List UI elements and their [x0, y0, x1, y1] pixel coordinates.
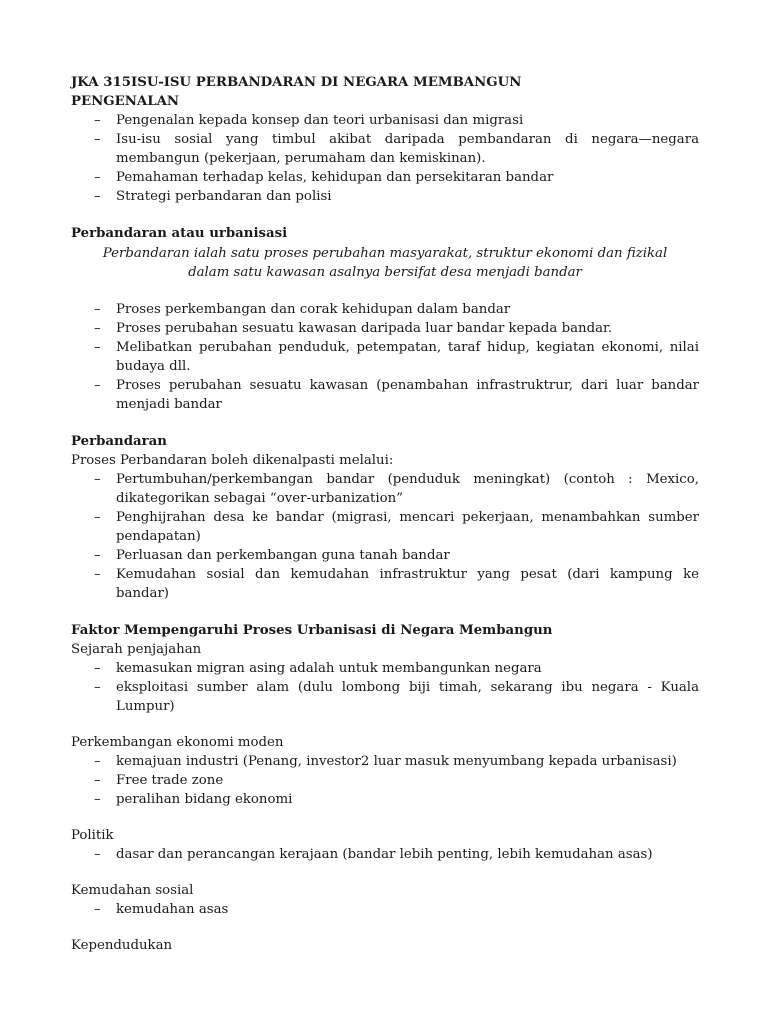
list-item: – Pertumbuhan/perkembangan bandar (penduduk meningkat) (contoh : Mexico, dikategorikan sebagai “over-urbanization”: [71, 470, 699, 508]
heading-perbandaran: Perbandaran: [71, 434, 167, 449]
list-item: – eksploitasi sumber alam (dulu lombong biji timah, sekarang ibu negara - Kuala Lumpur): [71, 678, 699, 716]
list-item: – Isu-isu sosial yang timbul akibat daripada pembandaran di negara—negara membangun (pekerjaan, perumaham dan kemiskinan).: [71, 130, 699, 168]
faktor-group-label: Kemudahan sosial: [71, 883, 194, 898]
perbandaran-intro: Proses Perbandaran boleh dikenalpasti melalui:: [71, 453, 394, 468]
list-item: – Kemudahan sosial dan kemudahan infrastruktur yang pesat (dari kampung ke bandar): [71, 565, 699, 603]
document-page: [71, 73, 699, 955]
list-item: – Pengenalan kepada konsep dan teori urbanisasi dan migrasi: [71, 111, 699, 130]
faktor-group-label: Politik: [71, 828, 114, 843]
list-item: – kemasukan migran asing adalah untuk membangunkan negara: [71, 659, 699, 678]
list-item: – kemajuan industri (Penang, investor2 luar masuk menyumbang kepada urbanisasi): [71, 752, 699, 771]
list-item: – Proses perubahan sesuatu kawasan (penambahan infrastruktrur, dari luar bandar menjadi bandar: [71, 376, 699, 414]
heading-faktor: Faktor Mempengaruhi Proses Urbanisasi di Negara Membangun: [71, 623, 553, 638]
heading-pengenalan: PENGENALAN: [71, 94, 180, 109]
list-item: – Free trade zone: [71, 771, 699, 790]
list-item: – kemudahan asas: [71, 900, 699, 919]
list-pengenalan: [71, 111, 699, 206]
definition-quote: Perbandaran ialah satu proses perubahan masyarakat, struktur ekonomi dan fizikal dalam satu kawasan asalnya bersifat desa menjadi bandar: [102, 246, 668, 280]
list-item: – peralihan bidang ekonomi: [71, 790, 699, 809]
faktor-group-label: Sejarah penjajahan: [71, 642, 202, 657]
list-perbandaran-urbanisasi: [71, 300, 699, 414]
list-faktor-sejarah: [71, 659, 699, 716]
list-item: – Proses perkembangan dan corak kehidupan dalam bandar: [71, 300, 699, 319]
list-faktor-ekonomi: [71, 752, 699, 809]
list-faktor-sosial: [71, 900, 699, 919]
list-item: – Penghijrahan desa ke bandar (migrasi, mencari pekerjaan, menambahkan sumber pendapatan): [71, 508, 699, 546]
faktor-group-label: Perkembangan ekonomi moden: [71, 735, 284, 750]
list-item: – Proses perubahan sesuatu kawasan daripada luar bandar kepada bandar.: [71, 319, 699, 338]
list-item: – Pemahaman terhadap kelas, kehidupan dan persekitaran bandar: [71, 168, 699, 187]
list-item: – Perluasan dan perkembangan guna tanah bandar: [71, 546, 699, 565]
list-item: – Strategi perbandaran dan polisi: [71, 187, 699, 206]
faktor-group-label: Kependudukan: [71, 938, 173, 953]
list-faktor-politik: [71, 845, 699, 864]
list-item: – Melibatkan perubahan penduduk, petempatan, taraf hidup, kegiatan ekonomi, nilai budaya dll.: [71, 338, 699, 376]
document-title: JKA 315ISU-ISU PERBANDARAN DI NEGARA MEMBANGUN: [71, 75, 522, 90]
list-item: – dasar dan perancangan kerajaan (bandar lebih penting, lebih kemudahan asas): [71, 845, 699, 864]
list-perbandaran: [71, 470, 699, 603]
heading-perbandaran-urbanisasi: Perbandaran atau urbanisasi: [71, 226, 288, 241]
